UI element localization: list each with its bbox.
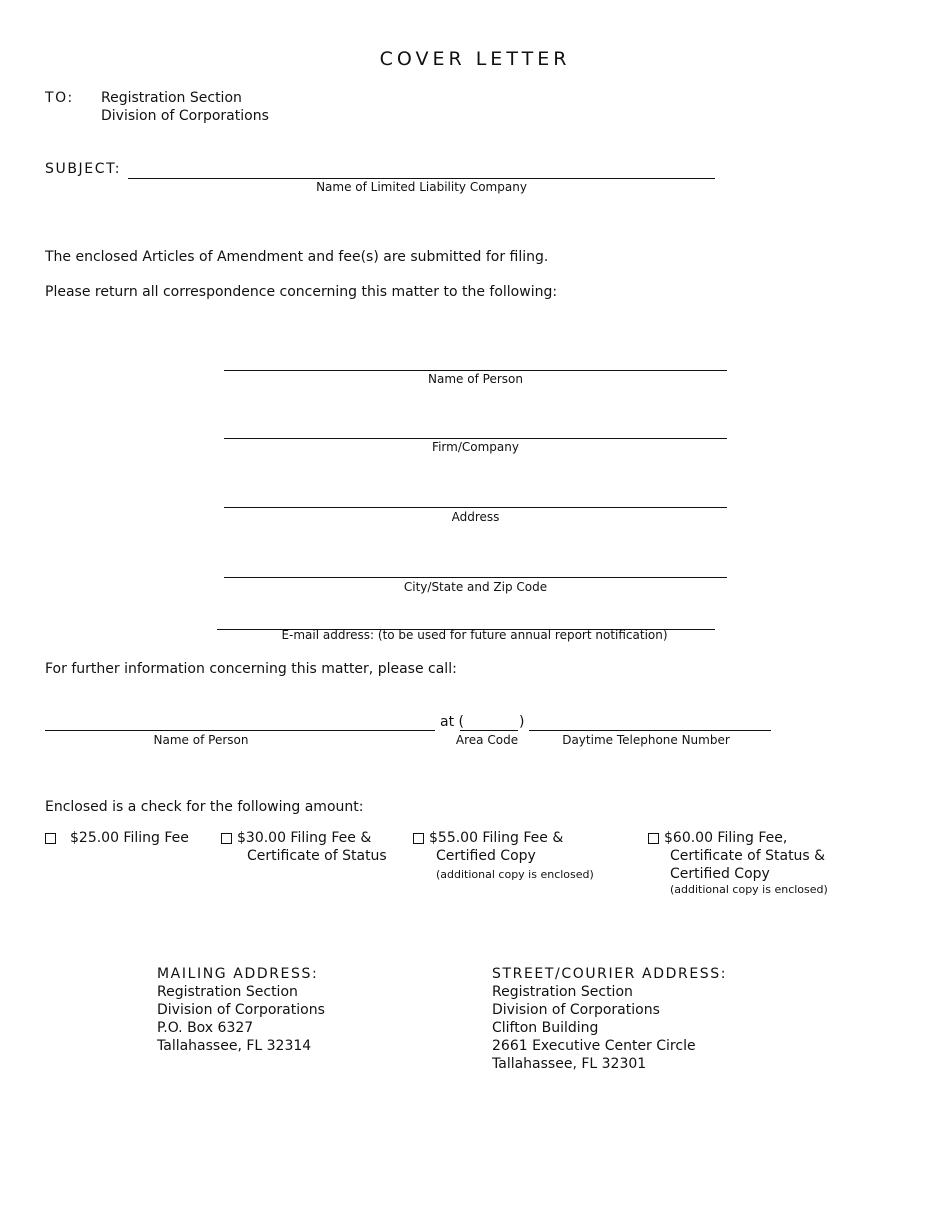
mailing-heading: MAILING ADDRESS: — [157, 966, 319, 982]
fee-60-label-3: Certified Copy — [670, 866, 770, 882]
fee-60-label-1: $60.00 Filing Fee, — [664, 830, 788, 846]
return-text: Please return all correspondence concerning this matter to the following: — [45, 284, 558, 300]
firm-caption: Firm/Company — [432, 440, 519, 454]
phone-line[interactable] — [529, 730, 771, 731]
fee-60-note: (additional copy is enclosed) — [670, 883, 828, 896]
person-name-caption: Name of Person — [428, 372, 523, 386]
fee-55-label-1: $55.00 Filing Fee & — [429, 830, 564, 846]
address-caption: Address — [451, 510, 500, 524]
mailing-line: Division of Corporations — [157, 1002, 325, 1018]
phone-caption: Daytime Telephone Number — [562, 733, 730, 747]
fee-30-checkbox[interactable] — [221, 833, 232, 844]
fee-30-label-1: $30.00 Filing Fee & — [237, 830, 372, 846]
person-name-line[interactable] — [224, 370, 727, 371]
contact-name-line[interactable] — [45, 730, 435, 731]
fee-60-checkbox[interactable] — [648, 833, 659, 844]
fee-55-note: (additional copy is enclosed) — [436, 868, 594, 881]
fee-55-label-2: Certified Copy — [436, 848, 536, 864]
check-intro: Enclosed is a check for the following amount: — [45, 799, 364, 815]
street-line: Clifton Building — [492, 1020, 599, 1036]
fee-55-checkbox[interactable] — [413, 833, 424, 844]
street-line: 2661 Executive Center Circle — [492, 1038, 696, 1054]
firm-line[interactable] — [224, 438, 727, 439]
mailing-address-block — [157, 965, 325, 1055]
contact-name-caption: Name of Person — [153, 733, 249, 747]
street-line: Tallahassee, FL 32301 — [492, 1056, 647, 1072]
to-label: TO: — [45, 90, 74, 106]
street-line: Registration Section — [492, 984, 633, 1000]
email-caption: E-mail address: (to be used for future annual report notification) — [281, 628, 668, 642]
page-title: COVER LETTER — [379, 48, 571, 70]
fee-25-checkbox[interactable] — [45, 833, 56, 844]
fee-30-label-2: Certificate of Status — [247, 848, 387, 864]
fee-60-label-2: Certificate of Status & — [670, 848, 826, 864]
at-text: at ( — [440, 714, 464, 730]
mailing-line: Registration Section — [157, 984, 298, 1000]
fee-25-label: $25.00 Filing Fee — [70, 830, 189, 846]
to-line-1: Registration Section — [101, 90, 242, 106]
mailing-line: P.O. Box 6327 — [157, 1020, 254, 1036]
to-line-2: Division of Corporations — [101, 108, 269, 124]
address-line[interactable] — [224, 507, 727, 508]
close-paren: ) — [519, 714, 525, 730]
subject-caption: Name of Limited Liability Company — [316, 180, 527, 194]
subject-label: SUBJECT: — [45, 161, 122, 177]
contact-intro: For further information concerning this matter, please call: — [45, 661, 457, 677]
street-line: Division of Corporations — [492, 1002, 660, 1018]
subject-line[interactable] — [128, 178, 715, 179]
area-code-caption: Area Code — [455, 733, 519, 747]
city-caption: City/State and Zip Code — [403, 580, 548, 594]
area-code-line[interactable] — [460, 730, 518, 731]
enclosed-text: The enclosed Articles of Amendment and fee(s) are submitted for filing. — [45, 249, 549, 265]
street-address-block — [492, 965, 727, 1073]
street-heading: STREET/COURIER ADDRESS: — [492, 966, 728, 982]
city-line[interactable] — [224, 577, 727, 578]
mailing-line: Tallahassee, FL 32314 — [157, 1038, 312, 1054]
